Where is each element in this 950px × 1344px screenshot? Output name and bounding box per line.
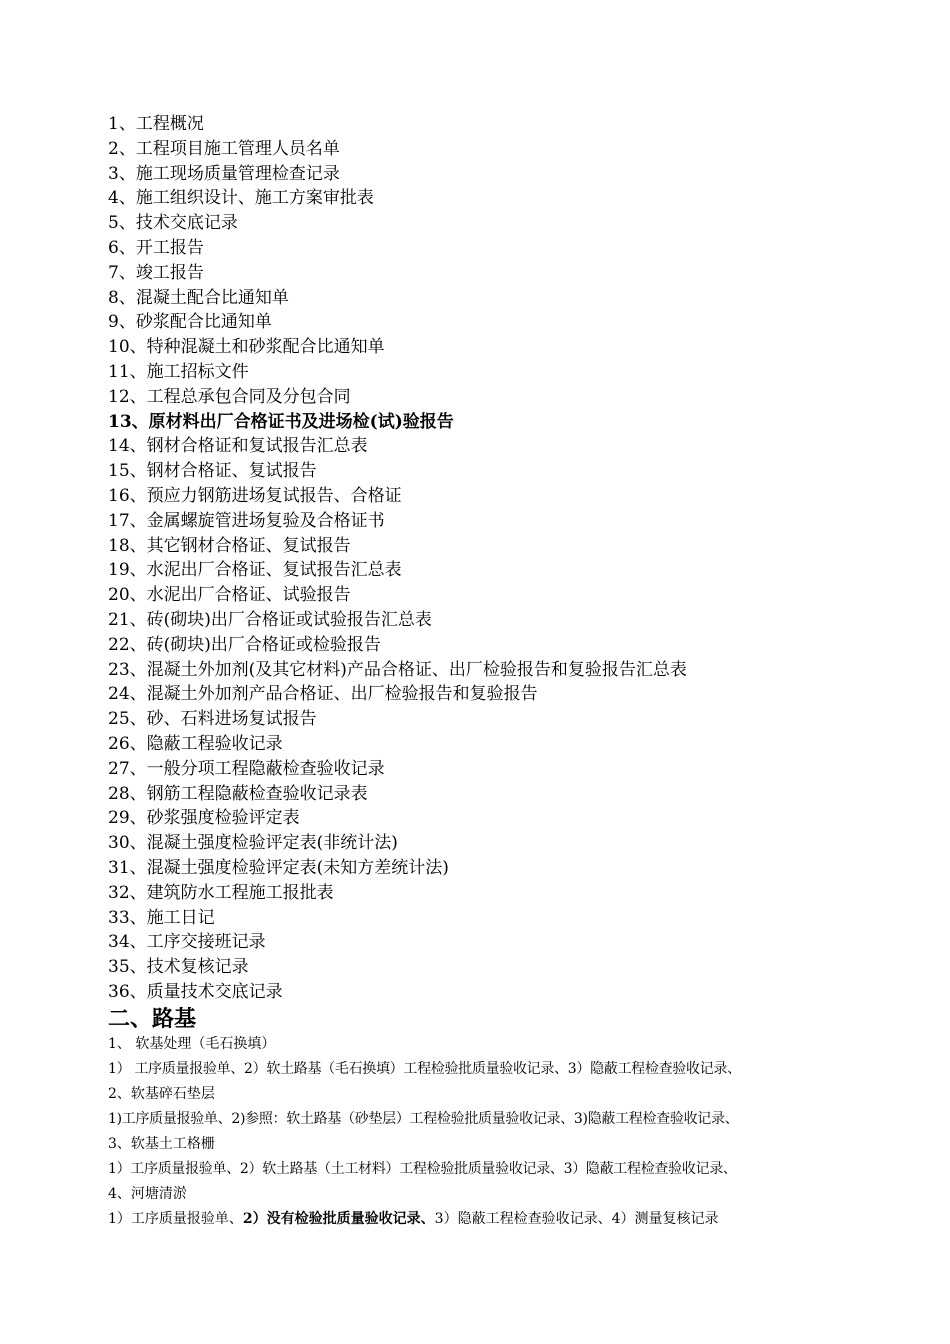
subsection-records-geogrid: 1）工序质量报验单、2）软土路基（土工材料）工程检验批质量验收记录、3）隐蔽工程检查验收记录、: [108, 1160, 737, 1177]
list-item: 8、混凝土配合比通知单: [108, 287, 289, 308]
list-item: 31、混凝土强度检验评定表(未知方差统计法): [108, 857, 449, 878]
list-item: 22、砖(砌块)出厂合格证或检验报告: [108, 634, 381, 655]
list-item: 20、水泥出厂合格证、试验报告: [108, 585, 351, 606]
list-item: 21、砖(砌块)出厂合格证或试验报告汇总表: [108, 609, 432, 630]
list-item: 15、钢材合格证、复试报告: [108, 461, 317, 482]
list-item: 35、技术复核记录: [108, 957, 249, 978]
subsection-title-gravel-cushion: 2、软基碎石垫层: [108, 1085, 215, 1102]
list-item: 1、工程概况: [108, 114, 204, 134]
list-item: 19、水泥出厂合格证、复试报告汇总表: [108, 560, 402, 581]
list-item: 10、特种混凝土和砂浆配合比通知单: [108, 337, 385, 358]
list-item: 3、施工现场质量管理检查记录: [108, 163, 340, 184]
list-item: 34、工序交接班记录: [108, 932, 266, 953]
subsection-records-soft-foundation: 1） 工序质量报验单、2）软土路基（毛石换填）工程检验批质量验收记录、3）隐蔽工程检查验收记录、: [108, 1060, 741, 1077]
list-item: 18、其它钢材合格证、复试报告: [108, 535, 351, 556]
subsection-title-geogrid: 3、软基土工格栅: [108, 1135, 215, 1152]
list-item: 26、隐蔽工程验收记录: [108, 733, 283, 754]
list-item: 36、质量技术交底记录: [108, 981, 283, 1002]
list-item: 30、混凝土强度检验评定表(非统计法): [108, 833, 398, 854]
list-item: 23、混凝土外加剂(及其它材料)产品合格证、出厂检验报告和复验报告汇总表: [108, 659, 687, 680]
subsection-records-pond-dredging: [108, 1207, 868, 1232]
list-item: 7、竣工报告: [108, 262, 204, 283]
record-part-a: 1）工序质量报验单、: [108, 1210, 243, 1227]
document-page: [108, 112, 868, 1232]
list-item: 25、砂、石料进场复试报告: [108, 709, 317, 730]
list-item: 27、一般分项工程隐蔽检查验收记录: [108, 758, 385, 779]
record-part-c: 3）隐蔽工程检查验收记录、4）测量复核记录: [434, 1210, 719, 1227]
section-heading-roadbed: 二、路基: [108, 1005, 197, 1032]
list-item: 33、施工日记: [108, 907, 215, 928]
list-item: 5、技术交底记录: [108, 213, 238, 234]
list-item: 32、建筑防水工程施工报批表: [108, 882, 334, 903]
list-item: 9、砂浆配合比通知单: [108, 312, 272, 333]
list-item: 29、砂浆强度检验评定表: [108, 808, 300, 829]
list-item: 4、施工组织设计、施工方案审批表: [108, 188, 374, 209]
record-part-b: 2）没有检验批质量验收记录、: [242, 1210, 435, 1227]
list-item: 2、工程项目施工管理人员名单: [108, 138, 340, 159]
subsection-title-soft-foundation: 1、 软基处理（毛石换填）: [108, 1035, 276, 1052]
list-item: 16、预应力钢筋进场复试报告、合格证: [108, 485, 402, 506]
list-item: 28、钢筋工程隐蔽检查验收记录表: [108, 783, 368, 804]
list-item: 11、施工招标文件: [108, 361, 249, 382]
list-item: 17、金属螺旋管进场复验及合格证书: [108, 510, 385, 531]
list-item: 24、混凝土外加剂产品合格证、出厂检验报告和复验报告: [108, 684, 538, 705]
list-item: 13、原材料出厂合格证书及进场检(试)验报告: [108, 411, 454, 432]
subsection-records-gravel-cushion: 1)工序质量报验单、2)参照：软土路基（砂垫层）工程检验批质量验收记录、3)隐蔽工程检查验收记录、: [108, 1110, 739, 1127]
subsection-title-pond-dredging: 4、河塘清淤: [108, 1185, 187, 1202]
list-item: 14、钢材合格证和复试报告汇总表: [108, 436, 368, 457]
contents-list: [108, 112, 868, 1005]
list-item: 6、开工报告: [108, 237, 204, 258]
list-item: 12、工程总承包合同及分包合同: [108, 386, 351, 407]
